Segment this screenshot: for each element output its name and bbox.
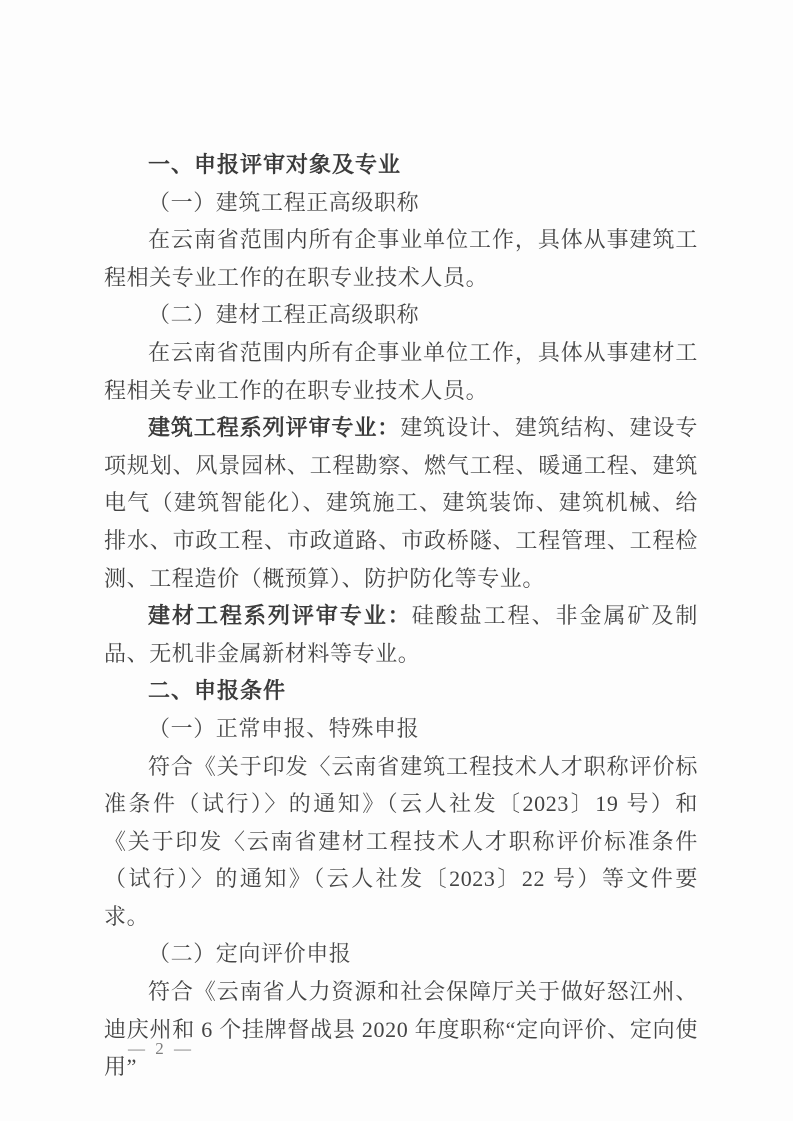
subheading-building-materials-senior-title: （二）建材工程正高级职称: [148, 302, 420, 328]
page-number: — 2 —: [128, 1039, 194, 1058]
architecture-series-majors-text: 建筑设计、建筑结构、建设专项规划、风景园林、工程勘察、燃气工程、暖通工程、建筑电气（建筑智能化）、建筑施工、建筑装饰、建筑机械、给排水、市政工程、市政道路、市政桥隧、工程管理、工程检测、工程造价（概预算）、防护防化等专业。: [104, 415, 698, 591]
section-heading-application-targets: 一、申报评审对象及专业: [148, 152, 402, 177]
subheading-normal-special-application: （一）正常申报、特殊申报: [148, 715, 420, 741]
paragraph-normal-special-requirements: 符合《关于印发〈云南省建筑工程技术人才职称评价标准条件（试行）〉的通知》（云人社发〔2023〕19 号）和《关于印发〈云南省建材工程技术人才职称评价标准条件（试行）〉的通知》（云人社发〔2023〕22 号）等文件要求。: [104, 753, 698, 929]
paragraph-architecture-series-majors: [104, 409, 698, 597]
paragraph-targeted-evaluation-requirements: 符合《云南省人力资源和社会保障厅关于做好怒江州、迪庆州和 6 个挂牌督战县 2020 年度职称“定向评价、定向使用”: [104, 979, 698, 1080]
subheading-targeted-evaluation-application: （二）定向评价申报: [148, 941, 352, 967]
materials-series-label: 建材工程系列评审专业：: [148, 603, 412, 629]
materials-series-majors-text: 硅酸盐工程、非金属矿及制品、无机非金属新材料等专业。: [104, 603, 698, 666]
paragraph-building-materials-scope: 在云南省范围内所有企事业单位工作，具体从事建材工程相关专业工作的在职专业技术人员。: [104, 339, 698, 403]
subheading-architecture-senior-title: （一）建筑工程正高级职称: [148, 189, 420, 215]
section-heading-application-conditions: 二、申报条件: [148, 678, 287, 704]
document-body: [104, 146, 698, 1086]
paragraph-architecture-scope: 在云南省范围内所有企事业单位工作，具体从事建筑工程相关专业工作的在职专业技术人员。: [104, 227, 698, 290]
architecture-series-label: 建筑工程系列评审专业：: [148, 415, 401, 441]
paragraph-materials-series-majors: [104, 597, 698, 672]
